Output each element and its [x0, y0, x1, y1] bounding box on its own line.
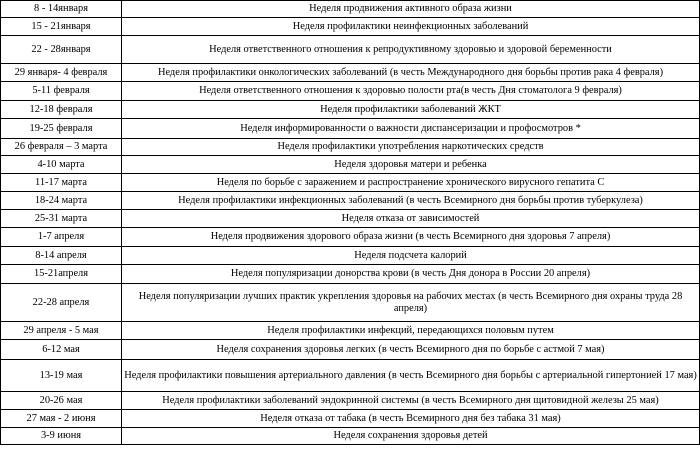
- row-event: Неделя профилактики инфекционных заболеваний (в честь Всемирного дня борьбы против туберкулеза): [122, 192, 700, 210]
- table-row: [1, 36, 700, 64]
- row-date: 8 - 14января: [1, 1, 122, 18]
- row-date: 5-11 февраля: [1, 82, 122, 101]
- row-event: Неделя здоровья матери и ребенка: [122, 156, 700, 174]
- row-date: 29 января- 4 февраля: [1, 64, 122, 82]
- table-row: [1, 18, 700, 36]
- row-date: 13-19 мая: [1, 360, 122, 392]
- row-event: Неделя отказа от зависимостей: [122, 210, 700, 228]
- table-row: [1, 1, 700, 18]
- table-row: [1, 322, 700, 340]
- row-date: 20-26 мая: [1, 392, 122, 410]
- table-row: [1, 340, 700, 360]
- table-row: [1, 247, 700, 265]
- row-event: Неделя профилактики повышения артериального давления (в честь Всемирного дня борьбы с артериальной гипертонией 17 мая): [122, 360, 700, 392]
- table-row: [1, 428, 700, 445]
- row-date: 6-12 мая: [1, 340, 122, 360]
- row-event: Неделя подсчета калорий: [122, 247, 700, 265]
- row-date: 1-7 апреля: [1, 228, 122, 247]
- row-date: 27 мая - 2 июня: [1, 410, 122, 428]
- row-event: Неделя продвижения здорового образа жизни (в честь Всемирного дня здоровья 7 апреля): [122, 228, 700, 247]
- row-date: 19-25 февраля: [1, 119, 122, 139]
- row-date: 3-9 июня: [1, 428, 122, 445]
- row-event: Неделя популяризации лучших практик укрепления здоровья на рабочих местах (в честь Всемирного дня охраны труда 28 апреля): [122, 284, 700, 322]
- table-row: [1, 210, 700, 228]
- row-date: 22-28 апреля: [1, 284, 122, 322]
- row-event: Неделя ответственного отношения к здоровью полости рта(в честь Дня стоматолога 9 февраля): [122, 82, 700, 101]
- row-date: 15 - 21января: [1, 18, 122, 36]
- table-row: [1, 192, 700, 210]
- table-row: [1, 101, 700, 119]
- row-date: 26 февраля – 3 марта: [1, 139, 122, 156]
- row-event: Неделя ответственного отношения к репродуктивному здоровью и здоровой беременности: [122, 36, 700, 64]
- table-row: [1, 174, 700, 192]
- row-event: Неделя сохранения здоровья детей: [122, 428, 700, 445]
- table-row: [1, 119, 700, 139]
- row-event: Неделя популяризации донорства крови (в честь Дня донора в России 20 апреля): [122, 265, 700, 284]
- table-row: [1, 156, 700, 174]
- row-event: Неделя профилактики онкологических заболеваний (в честь Международного дня борьбы против рака 4 февраля): [122, 64, 700, 82]
- table-row: [1, 228, 700, 247]
- row-event: Неделя профилактики заболеваний ЖКТ: [122, 101, 700, 119]
- table-row: [1, 82, 700, 101]
- row-date: 29 апреля - 5 мая: [1, 322, 122, 340]
- table-row: [1, 284, 700, 322]
- row-event: Неделя отказа от табака (в честь Всемирного дня без табака 31 мая): [122, 410, 700, 428]
- row-event: Неделя профилактики заболеваний эндокринной системы (в честь Всемирного дня щитовидной железы 25 мая): [122, 392, 700, 410]
- row-date: 8-14 апреля: [1, 247, 122, 265]
- table-row: [1, 64, 700, 82]
- row-event: Неделя профилактики инфекций, передающихся половым путем: [122, 322, 700, 340]
- row-date: 18-24 марта: [1, 192, 122, 210]
- row-event: Неделя профилактики неинфекционных заболеваний: [122, 18, 700, 36]
- row-date: 4-10 марта: [1, 156, 122, 174]
- row-date: 12-18 февраля: [1, 101, 122, 119]
- row-event: Неделя сохранения здоровья легких (в честь Всемирного дня по борьбе с астмой 7 мая): [122, 340, 700, 360]
- row-event: Неделя информированности о важности диспансеризации и профосмотров *: [122, 119, 700, 139]
- row-event: Неделя профилактики употребления наркотических средств: [122, 139, 700, 156]
- table-row: [1, 265, 700, 284]
- table-row: [1, 139, 700, 156]
- row-event: Неделя продвижения активного образа жизни: [122, 1, 700, 18]
- row-date: 22 - 28января: [1, 36, 122, 64]
- table-row: [1, 360, 700, 392]
- row-date: 11-17 марта: [1, 174, 122, 192]
- table-row: [1, 410, 700, 428]
- table-row: [1, 392, 700, 410]
- row-event: Неделя по борьбе с заражением и распространение хронического вирусного гепатита С: [122, 174, 700, 192]
- row-date: 25-31 марта: [1, 210, 122, 228]
- row-date: 15-21апреля: [1, 265, 122, 284]
